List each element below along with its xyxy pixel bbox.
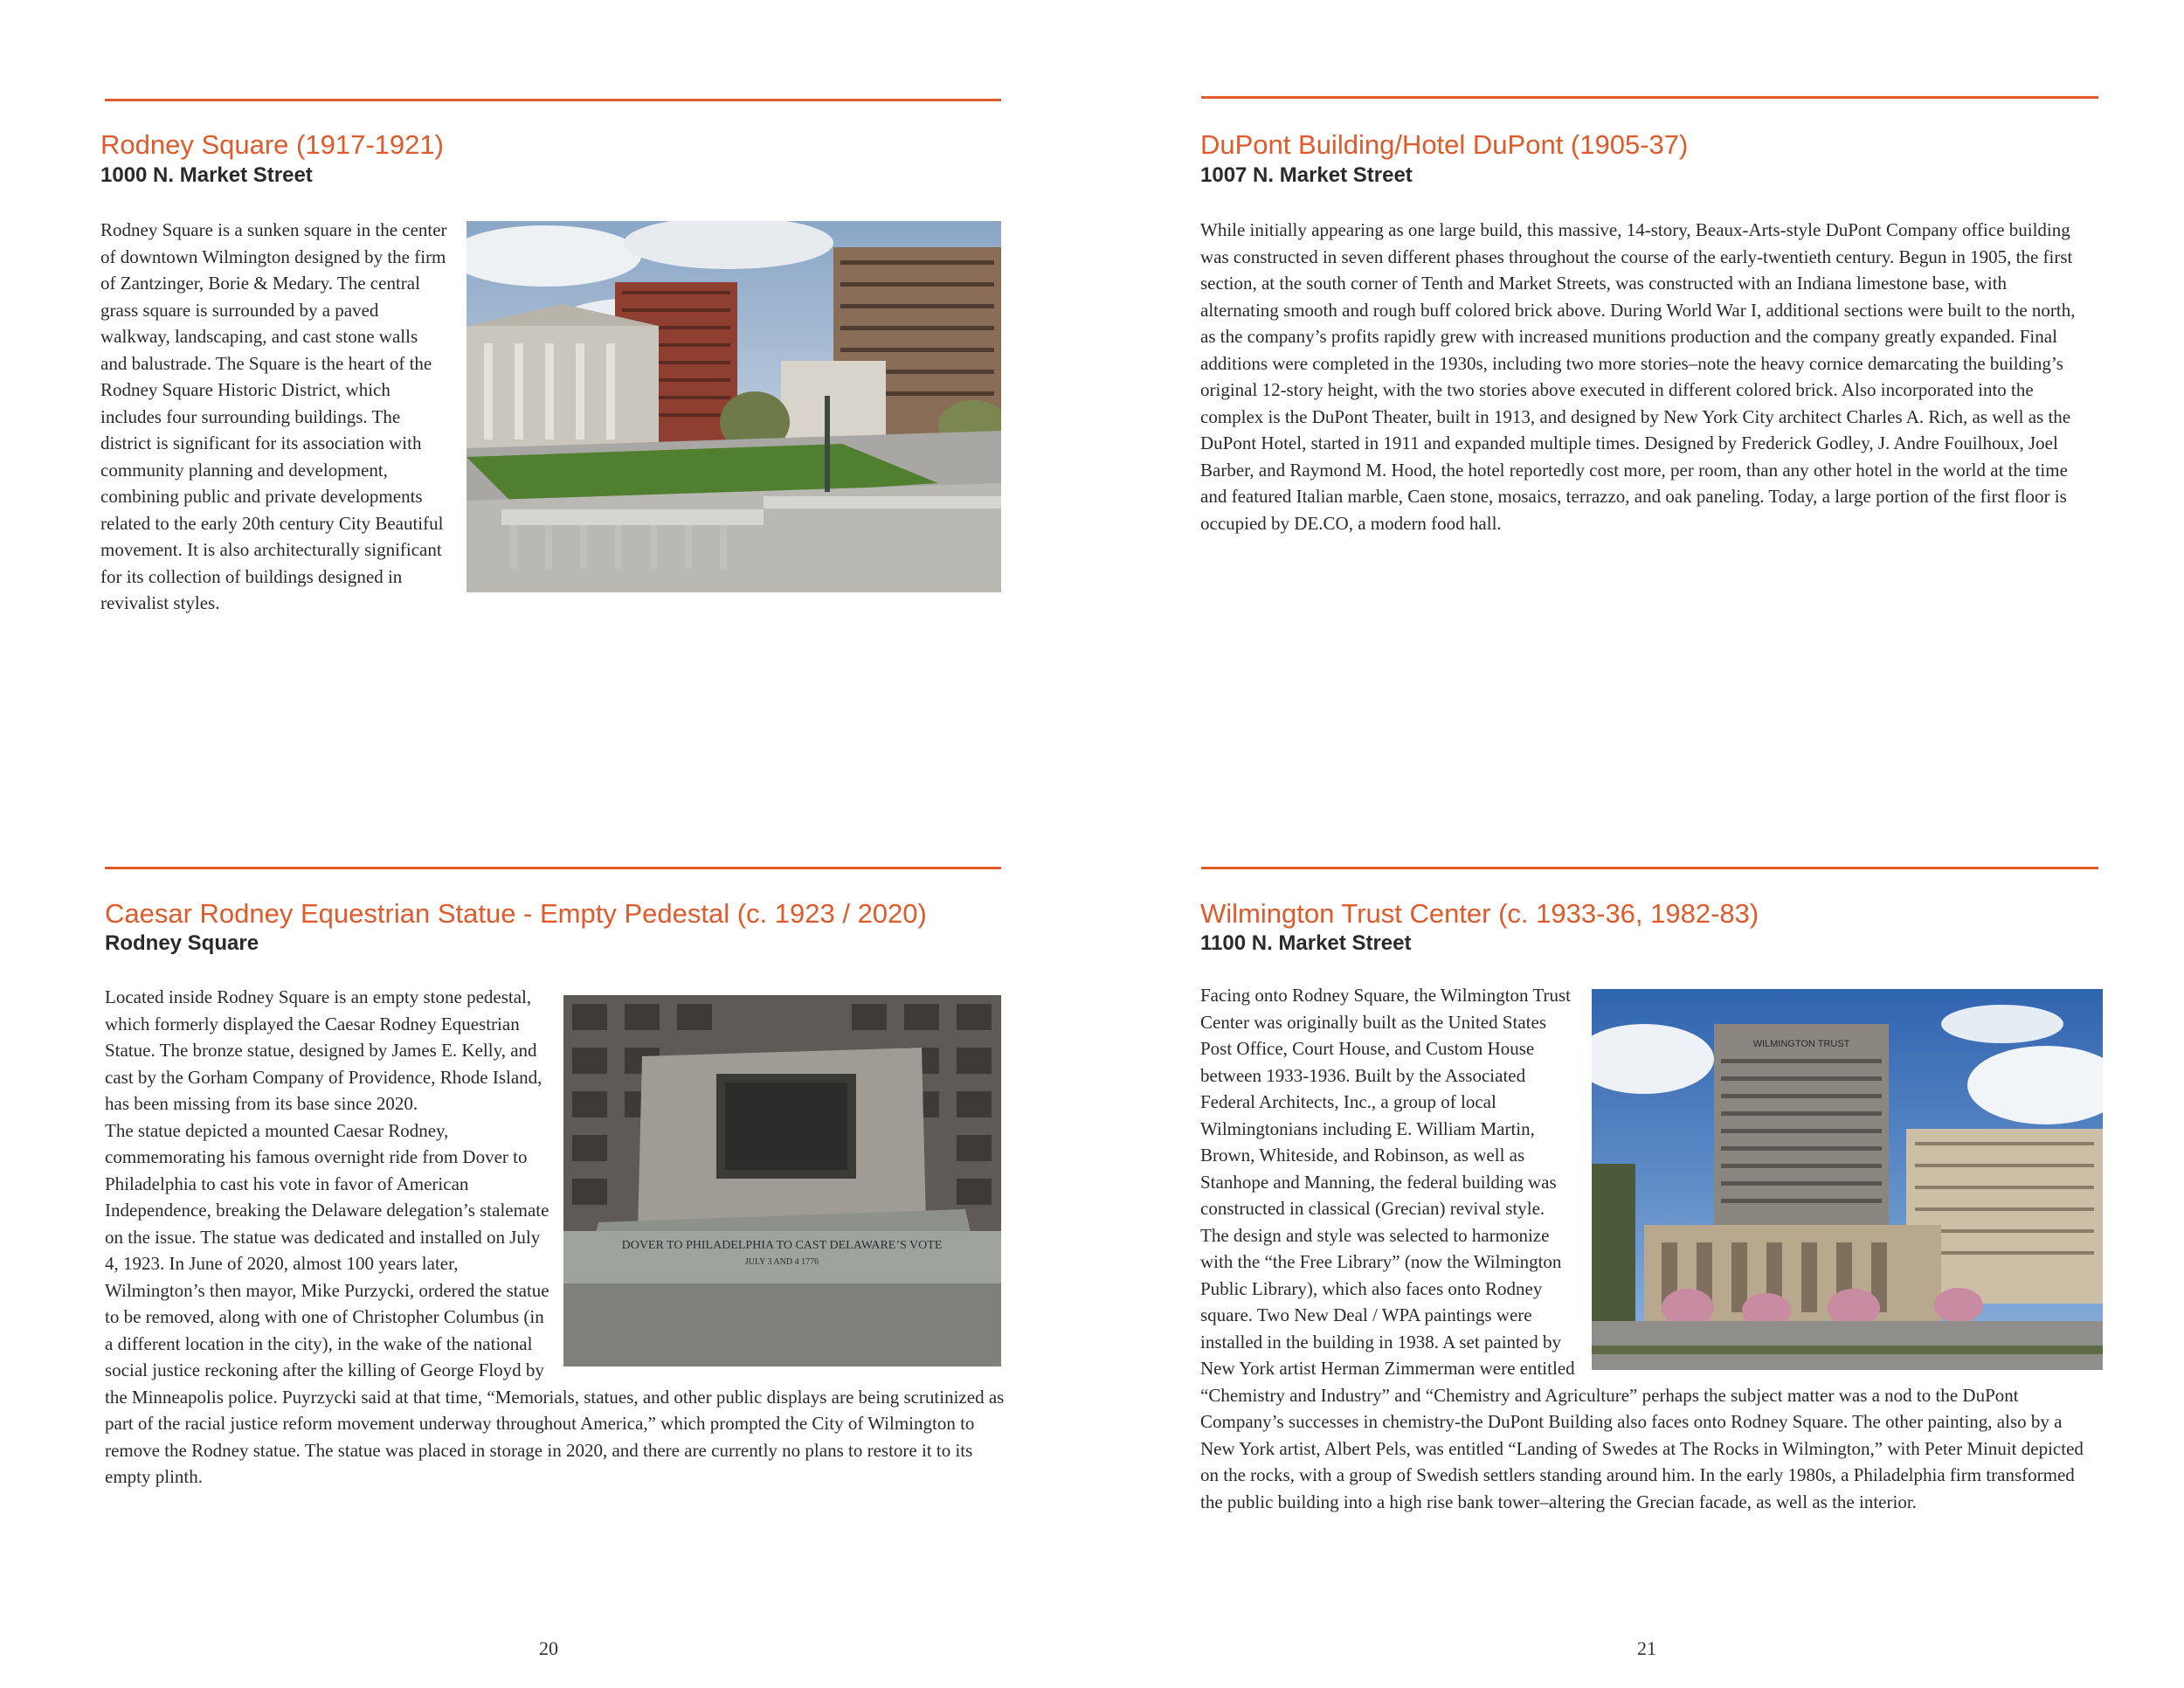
page-number-right: 21 xyxy=(1637,1637,1656,1659)
caesar-rodney-title: Caesar Rodney Equestrian Statue - Empty Pedestal (c. 1923 / 2020) xyxy=(105,898,927,929)
rodney-square-photo xyxy=(467,221,1001,592)
section-rule xyxy=(1201,867,2098,869)
caesar-rodney-text xyxy=(105,984,1005,1491)
caesar-rodney-paragraph: The statue depicted a mounted Caesar Rodney, commemorating his famous overnight ride from Dover to Philadelphia to cast his vote in favor of American Independence, breaking the Delaware delegation’s stalemate on the issue. The statue was dedicated and installed on July 4, 1923. In June of 2020, almost 100 years later, Wilmington’s then mayor, Mike Purzycki, ordered the statue to be removed, along with one of Christopher Columbus (in a different location in the city), in the wake of the national social justice reckoning after the killing of George Floyd by the Minneapolis police. Puyrzycki said at that time, “Memorials, statues, and other public displays are being scrutinized as part of the racial justice reform movement underway throughout America,” which prompted the City of Wilmington to remove the Rodney statue. The statue was placed in storage in 2020, and there are currently no plans to restore it to its empty plinth. xyxy=(105,1119,1005,1487)
section-rule xyxy=(105,867,1001,869)
photo-wrap-spacer xyxy=(550,984,1005,1359)
photo-wrap-spacer xyxy=(1576,982,2100,1366)
pedestal-inscription-line2: JULY 3 AND 4 1776 xyxy=(744,1257,819,1267)
dupont-building-text: While initially appearing as one large build, this massive, 14-story, Beaux-Arts-style DuPont Company office building was constructed in seven different phases throughout the course of the early-twentieth century. Begun in 1905, the first section, at the south corner of Tenth and Market Streets, was constructed with an Indiana limestone base, with alternating smooth and rough buff colored brick above. During World War I, additional sections were built to the north, as the company’s profits rapidly grew with increased munitions production and the company greatly expanded. Final additions were completed in the 1930s, including two more stories–note the heavy cornice demarcating the building’s original 12-story height, with the two stories above executed in different colored brick. Also incorporated into the complex is the DuPont Theater, built in 1913, and designed by New York City architect Charles A. Rich, as well as the DuPont Hotel, started in 1911 and expanded multiple times. Designed by Frederick Godley, J. Andre Fouilhoux, Joel Barber, and Raymond M. Hood, the hotel reportedly cost more, per room, than any other hotel in the world at the time and featured Italian marble, Caen stone, mosaics, terrazzo, and oak paneling. Today, a large portion of the first floor is occupied by DE.CO, a modern food hall. xyxy=(1200,219,2076,534)
dupont-building-address: 1007 N. Market Street xyxy=(1200,163,1413,187)
dupont-building-title: DuPont Building/Hotel DuPont (1905-37) xyxy=(1200,129,1689,160)
rodney-square-address: 1000 N. Market Street xyxy=(100,163,313,187)
caesar-rodney-address: Rodney Square xyxy=(105,931,259,955)
trust-center-title: Wilmington Trust Center (c. 1933-36, 1982-83) xyxy=(1200,898,1759,929)
section-rule xyxy=(1201,96,2098,99)
rodney-square-title: Rodney Square (1917-1921) xyxy=(100,129,444,160)
pedestal-inscription-line1: DOVER TO PHILADELPHIA TO CAST DELAWARE’S VOTE xyxy=(621,1239,943,1252)
trust-center-text: Facing onto Rodney Square, the Wilmington Trust Center was originally built as the United States Post Office, Court House, and Custom House between 1933-1936. Built by the Associated Federal Architects, Inc., a group of local Wilmingtonians including E. William Martin, Brown, Whiteside, and Robinson, as well as Stanhope and Manning, the federal building was constructed in classical (Grecian) revival style. The design and style was selected to harmonize with the “the Free Library” (now the Wilmington Public Library), which also faces onto Rodney square. Two New Deal / WPA paintings were installed in the building in 1938. A set painted by New York artist Herman Zimmerman were entitled “Chemistry and Industry” and “Chemistry and Agriculture” perhaps the subject matter was a nod to the DuPont Company’s successes in chemistry-the DuPont Building also faces onto Rodney Square. The other painting, also by a New York artist, Albert Pels, was entitled “Landing of Swedes at The Rocks in Wilmington,” with Peter Minuit depicted on the rocks, with a group of Swedish settlers standing around him. In the early 1980s, a Philadelphia firm transformed the public building into a high rise bank tower–altering the Grecian facade, as well as the interior. xyxy=(1200,982,2100,1515)
trust-center-sign: WILMINGTON TRUST xyxy=(1752,1039,1850,1049)
page-number-left: 20 xyxy=(539,1637,558,1659)
caesar-rodney-paragraph: Located inside Rodney Square is an empty stone pedestal, which formerly displayed the Caesar Rodney Equestrian Statue. The bronze statue, designed by James E. Kelly, and cast by the Gorham Company of Providence, Rhode Island, has been missing from its base since 2020. xyxy=(105,986,543,1114)
rodney-square-text: Rodney Square is a sunken square in the center of downtown Wilmington designed by the firm of Zantzinger, Borie & Medary. The central grass square is surrounded by a paved walkway, landscaping, and cast stone walls and balustrade. The Square is the heart of the Rodney Square Historic District, which includes four surrounding buildings. The district is significant for its association with community planning and development, combining public and private developments related to the early 20th century City Beautiful movement. It is also architecturally significant for its collection of buildings designed in revivalist styles. xyxy=(100,219,447,613)
section-rule xyxy=(105,99,1001,101)
trust-center-address: 1100 N. Market Street xyxy=(1200,931,1412,955)
